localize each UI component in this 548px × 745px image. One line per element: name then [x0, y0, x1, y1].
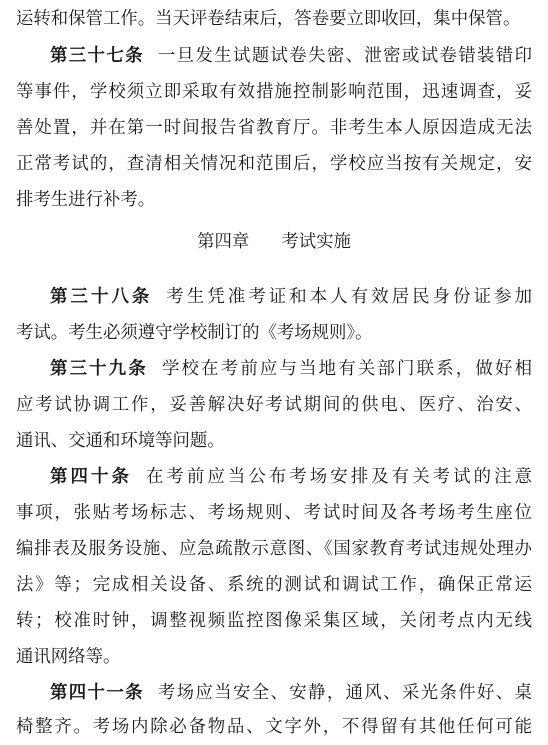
- text-line: 应考试协调工作，妥善解决好考试期间的供电、医疗、治安、: [16, 395, 532, 415]
- text-line: 等事件，学校须立即采取有效措施控制影响范围，迅速调查，妥: [16, 82, 532, 102]
- article-label: 第三十八条: [50, 287, 153, 307]
- text-line: 转；校准时钟，调整视频监控图像采集区域，关闭考点内无线: [16, 611, 532, 631]
- text-line: 善处置，并在第一时间报告省教育厅。非考生本人原因造成无法: [16, 118, 532, 138]
- article-first-line: [50, 675, 532, 709]
- article-text: 在考前应当公布考场安排及有关考试的注意: [145, 467, 532, 487]
- text-line: 运转和保管工作。当天评卷结束后，答卷要立即收回，集中保管。: [16, 9, 521, 29]
- text-line: 通讯、交通和环境等问题。: [16, 431, 225, 451]
- article-text: 考场应当安全、安静，通风、采光条件好、桌: [157, 683, 532, 703]
- article-text: 学校在考前应与当地有关部门联系，做好相: [161, 359, 532, 379]
- text-line: 椅整齐。考场内除必备物品、文字外，不得留有其他任何可能: [16, 717, 532, 737]
- text-line: 排考生进行补考。: [16, 190, 156, 210]
- text-line: 编排表及服务设施、应急疏散示意图、《国家教育考试违规处理办: [16, 539, 532, 559]
- article-first-line: [50, 459, 532, 495]
- text-line: 事项，张贴考场标志、考场规则、考试时间及各考场考生座位: [16, 503, 532, 523]
- article-label: 第三十七条: [50, 46, 144, 66]
- chapter-heading: [0, 224, 548, 260]
- article-first-line: [50, 351, 532, 387]
- text-line: 通讯网络等。: [16, 647, 121, 667]
- text-line: 正常考试的，查清相关情况和范围后，学校应当按有关规定，安: [16, 154, 532, 174]
- article-first-line: [50, 38, 532, 74]
- chapter-number: 第四章: [197, 232, 250, 252]
- article-label: 第三十九条: [50, 359, 148, 379]
- article-label: 第四十条: [50, 467, 132, 487]
- article-label: 第四十一条: [50, 683, 144, 703]
- article-text: 考生凭准考证和本人有效居民身份证参加: [166, 287, 532, 307]
- text-line: 考试。考生必须遵守学校制订的《考场规则》。: [16, 323, 373, 343]
- article-text: 一旦发生试题试卷失密、泄密或试卷错装错印: [157, 46, 532, 66]
- chapter-title: 考试实施: [281, 232, 351, 252]
- text-line: 法》等；完成相关设备、系统的测试和调试工作，确保正常运: [16, 575, 532, 595]
- article-first-line: [50, 279, 532, 315]
